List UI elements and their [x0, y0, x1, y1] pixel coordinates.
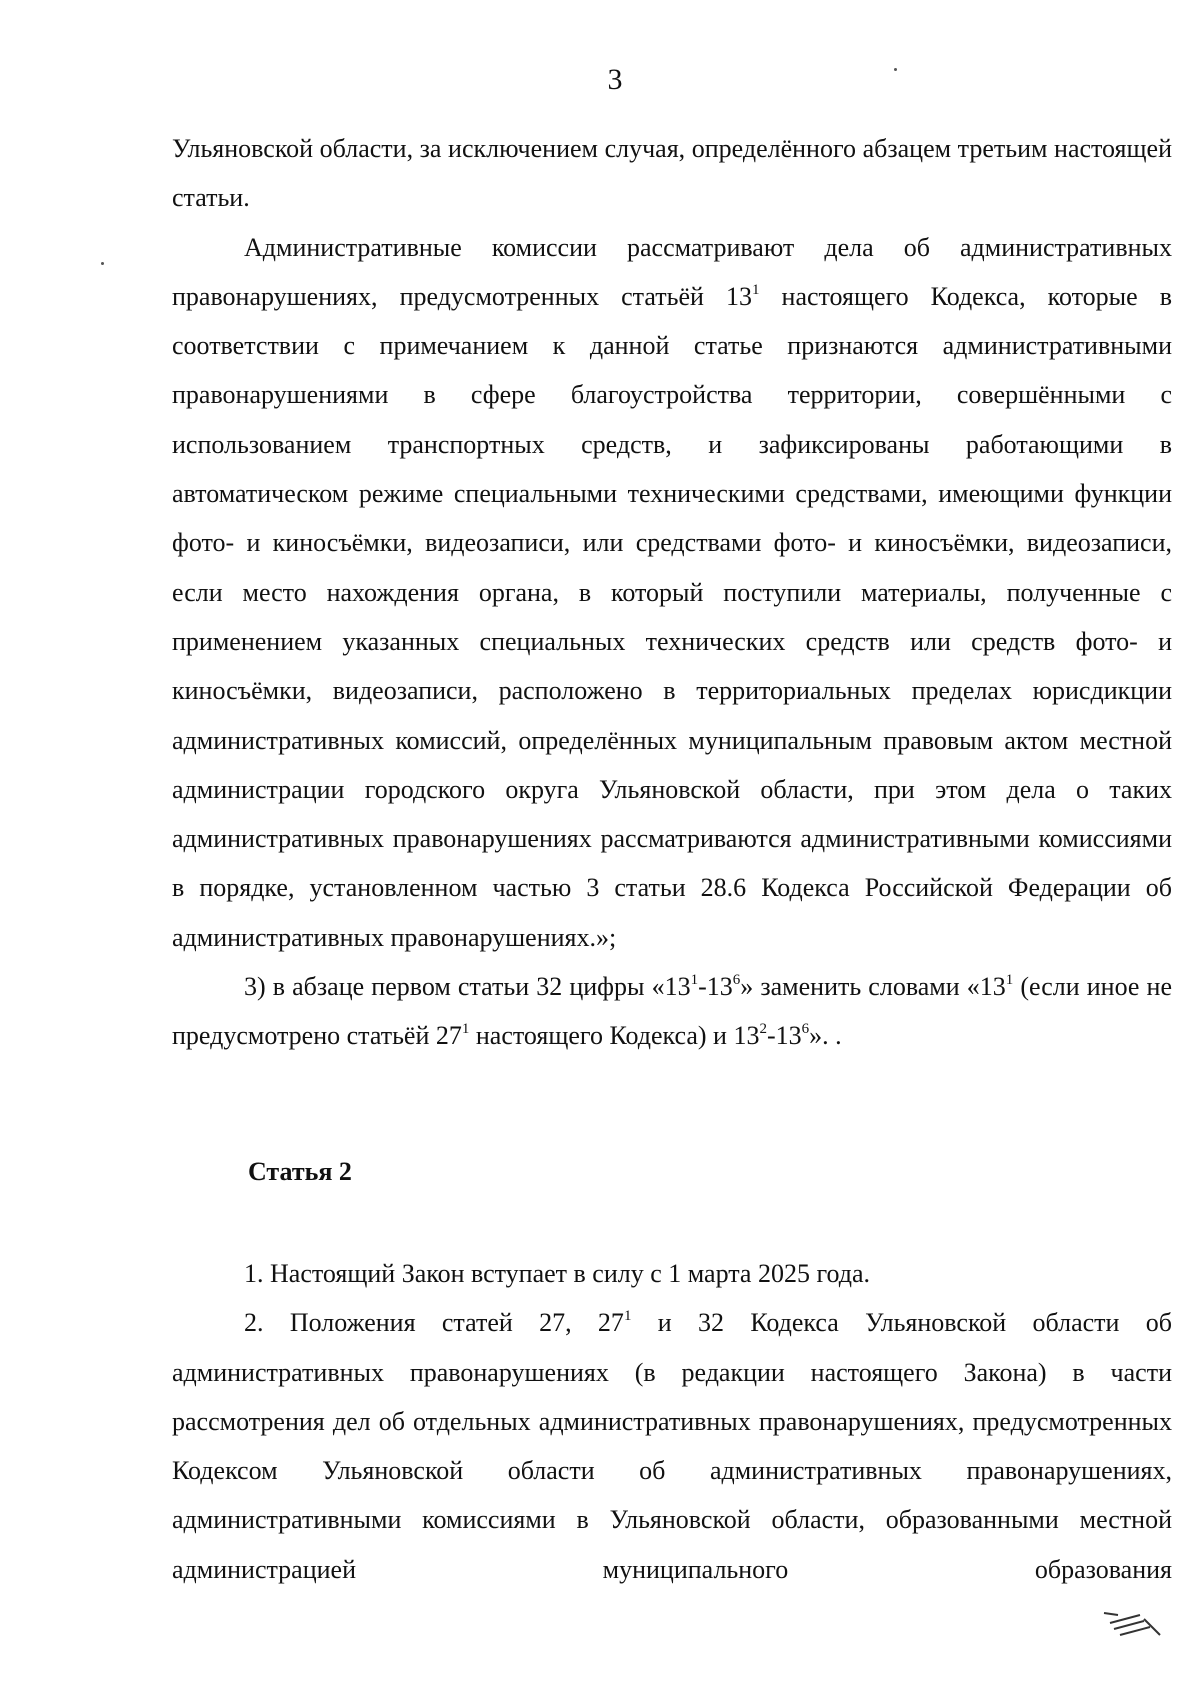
article-2-item-2: 2. Положения статей 27, $27^1$ и 32 Кодекса Ульяновской области об административных правонарушениях (в редакции настоящего Закона) в части рассмотрения дел об отдельных административных правонарушениях, предусмотренных Кодексом Ульяновской области об административных правонарушениях, административными комиссиями в Ульяновской области, образованными местной администрацией муниципального образования	[172, 1308, 1172, 1584]
initials-mark	[1100, 1605, 1170, 1645]
body-block-2	[172, 1249, 1172, 1594]
article-2-heading: Статья 2	[248, 1157, 352, 1186]
body-block-1	[172, 124, 1172, 1061]
article-2-item-1: 1. Настоящий Закон вступает в силу с 1 марта 2025 года.	[244, 1259, 870, 1288]
paragraph-item-3: 3) в абзаце первом статьи 32 цифры «$13^1-13^6$» заменить словами «$13^1$ (если иное не предусмотрено статьёй $27^1$ настоящего Кодекса) и $13^2-13^6$». .	[172, 972, 1173, 1051]
scan-speck	[101, 262, 104, 265]
paragraph-continuation: Ульяновской области, за исключением случая, определённого абзацем третьим настоящей статьи.	[172, 134, 1172, 213]
page-number: 3	[607, 63, 623, 96]
paragraph-administrative-commissions: Административные комиссии рассматривают дела об административных правонарушениях, предусмотренных статьёй $13^1$ настоящего Кодекса, которые в соответствии с примечанием к данной статье признаются административными правонарушениями в сфере благоустройства территории, совершёнными с использованием транспортных средств, и зафиксированы работающими в автоматическом режиме специальными техническими средствами, имеющими функции фото- и киносъёмки, видеозаписи, или средствами фото- и киносъёмки, видеозаписи, если место нахождения органа, в который поступили материалы, полученные с применением указанных специальных технических средств или средств фото- и киносъёмки, видеозаписи, расположено в территориальных пределах юрисдикции административных комиссий, определённых муниципальным правовым актом местной администрации городского округа Ульяновской области, при этом дела о таких административных правонарушениях рассматриваются административными комиссиями в порядке, установленном частью 3 статьи 28.6 Кодекса Российской Федерации об административных правонарушениях.»;	[172, 232, 1172, 952]
scan-speck	[894, 68, 897, 71]
